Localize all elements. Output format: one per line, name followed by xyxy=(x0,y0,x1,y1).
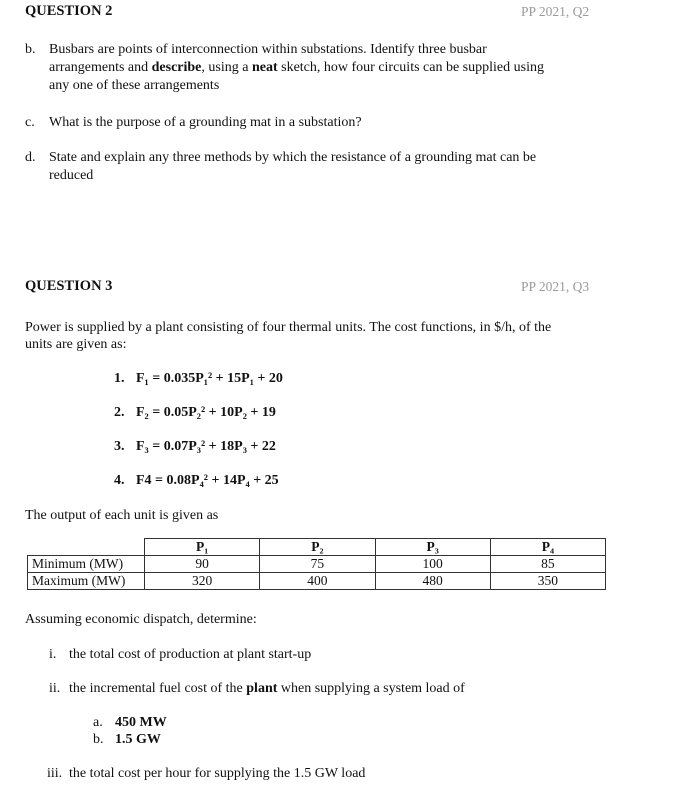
table-row-label: Maximum (MW) xyxy=(28,573,145,590)
question-3-heading: QUESTION 3 xyxy=(25,278,113,294)
question-2-heading: QUESTION 2 xyxy=(25,3,113,19)
q3-intro-line1: Power is supplied by a plant consisting of four thermal units. The cost functions, in $/h, of the xyxy=(25,320,552,335)
table-cell: 400 xyxy=(260,573,375,590)
q3-sub-a-text: 450 MW xyxy=(115,715,167,730)
assume-statement: Assuming economic dispatch, determine: xyxy=(25,612,257,627)
q2-part-d-text-line2: reduced xyxy=(49,168,94,183)
q2-part-d-marker: d. xyxy=(25,150,36,165)
q2-part-c-marker: c. xyxy=(25,115,35,130)
table-cell: 480 xyxy=(375,573,490,590)
q2-part-b-text-line3: any one of these arrangements xyxy=(49,78,220,93)
equation-4-number: 4. xyxy=(114,473,125,488)
q3-sub-b-marker: b. xyxy=(93,732,104,747)
table-cell: 90 xyxy=(145,556,260,573)
question-2-reference: PP 2021, Q2 xyxy=(521,4,590,19)
equation-3-number: 3. xyxy=(114,439,125,454)
q3-sub-a-marker: a. xyxy=(93,715,103,730)
q3-part-i-text: the total cost of production at plant start-up xyxy=(69,647,312,662)
table-cell: 320 xyxy=(145,573,260,590)
equation-2: F₂ = 0.05P₂² + 10P₂ + 19 xyxy=(136,405,276,420)
table-cell: 85 xyxy=(490,556,605,573)
q3-part-iii-marker: iii. xyxy=(47,766,63,781)
q2-part-c-text: What is the purpose of a grounding mat in a substation? xyxy=(49,115,362,130)
q2-part-b-text-line1: Busbars are points of interconnection within substations. Identify three busbar xyxy=(49,42,487,57)
table-header-cell xyxy=(28,539,145,556)
table-cell: 350 xyxy=(490,573,605,590)
q3-part-iii-text: the total cost per hour for supplying the 1.5 GW load xyxy=(69,766,366,781)
equation-3: F₃ = 0.07P₃² + 18P₃ + 22 xyxy=(136,439,276,454)
table-header-cell: P₄ xyxy=(490,539,605,556)
table-header-cell: P₂ xyxy=(260,539,375,556)
q2-part-b-text-line2: arrangements and describe, using a neat sketch, how four circuits can be supplied using xyxy=(49,60,544,75)
equation-1: F₁ = 0.035P₁² + 15P₁ + 20 xyxy=(136,371,283,386)
equation-4: F4 = 0.08P₄² + 14P₄ + 25 xyxy=(136,473,279,488)
table-row xyxy=(28,556,606,573)
table-cell: 100 xyxy=(375,556,490,573)
equation-1-number: 1. xyxy=(114,371,125,386)
table-header-cell: P₃ xyxy=(375,539,490,556)
q2-part-b-marker: b. xyxy=(25,42,36,57)
output-intro: The output of each unit is given as xyxy=(25,508,219,523)
table-header-cell: P₁ xyxy=(145,539,260,556)
unit-output-table xyxy=(27,538,606,590)
q3-part-ii-text: the incremental fuel cost of the plant when supplying a system load of xyxy=(69,681,465,696)
question-3-reference: PP 2021, Q3 xyxy=(521,279,590,294)
equation-2-number: 2. xyxy=(114,405,125,420)
table-cell: 75 xyxy=(260,556,375,573)
q2-part-d-text-line1: State and explain any three methods by which the resistance of a grounding mat can be xyxy=(49,150,537,165)
q3-intro-line2: units are given as: xyxy=(25,337,127,352)
q3-part-ii-marker: ii. xyxy=(49,681,61,696)
table-row xyxy=(28,573,606,590)
q3-sub-b-text: 1.5 GW xyxy=(115,732,161,747)
table-header-row xyxy=(28,539,606,556)
q3-part-i-marker: i. xyxy=(49,647,57,662)
table-row-label: Minimum (MW) xyxy=(28,556,145,573)
